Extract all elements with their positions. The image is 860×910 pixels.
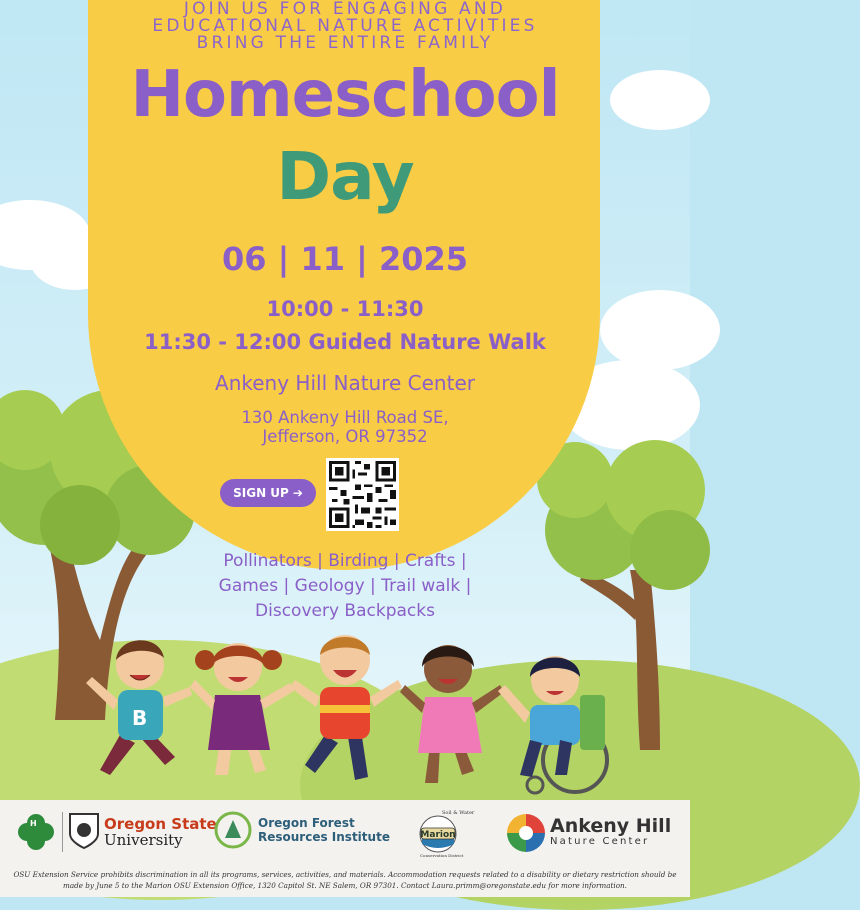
event-date: 06 | 11 | 2025 [221,240,469,278]
sign-up-button[interactable] [220,479,316,507]
tagline-3: BRING THE ENTIRE FAMILY [196,33,494,53]
osu-seal-icon [68,812,100,850]
ankeny-hill-subtitle: Nature Center [550,836,650,847]
activities-line-3: Discovery Backpacks [255,601,435,621]
kids-illustration [80,625,620,800]
disclaimer-text: OSU Extension Service prohibits discrimination in all its programs, services, activities, and materials. Accommodation requests related to a disability or dietary restriction should be made by June 5 to the Marion OSU Extension Office, 1320 Capitol St. NE Salem, OR 97301. Contact Laura.primm@oregonstate.edu for more information. [13,870,677,890]
kid-1 [86,640,192,775]
tagline-2: EDUCATIONAL NATURE ACTIVITIES [152,16,538,36]
ofri-name [258,816,390,844]
qr-code[interactable] [326,458,399,531]
ofri-logo-icon [213,810,253,850]
kid-5-wheelchair [498,656,607,793]
marion-swcd-logo [412,806,475,858]
kid-3 [290,635,402,780]
osu-name-line-2: University [104,831,183,849]
address-line-2: Jefferson, OR 97352 [262,427,428,446]
marion-text: Marion [420,830,456,840]
kid-4 [400,645,504,783]
svg-text:H: H [30,819,37,828]
shirt-letter: B [132,706,148,730]
ankeny-hill-name [550,816,671,848]
page-title: Homeschool [130,58,560,132]
sign-up-label: SIGN UP [233,486,289,500]
activities-line-2: Games | Geology | Trail walk | [218,576,472,596]
marion-top-text: Soil & Water [442,810,475,816]
time-slot-1: 10:00 - 11:30 [266,297,424,321]
ankeny-hill-logo-icon [505,812,547,854]
page-title-day: Day [276,138,414,215]
divider [62,812,63,852]
venue-name: Ankeny Hill Nature Center [215,371,475,395]
ankeny-hill-title: Ankeny Hill [550,815,672,837]
ofri-name-line-2: Resources Institute [258,830,390,844]
osu-name [104,816,217,848]
activities-line-1: Pollinators | Birding | Crafts | [223,551,467,571]
4h-clover-logo [16,812,56,852]
address-line-1: 130 Ankeny Hill Road SE, [241,408,449,427]
osu-name-line-1: Oregon State [104,815,217,833]
arrow-right-icon: ➔ [292,486,303,500]
ofri-name-line-1: Oregon Forest [258,816,355,830]
time-slot-2: 11:30 - 12:00 Guided Nature Walk [144,330,546,354]
kid-2 [190,643,294,775]
marion-bottom-text: Conservation District [420,853,464,858]
tagline-1: JOIN US FOR ENGAGING AND [183,0,507,19]
